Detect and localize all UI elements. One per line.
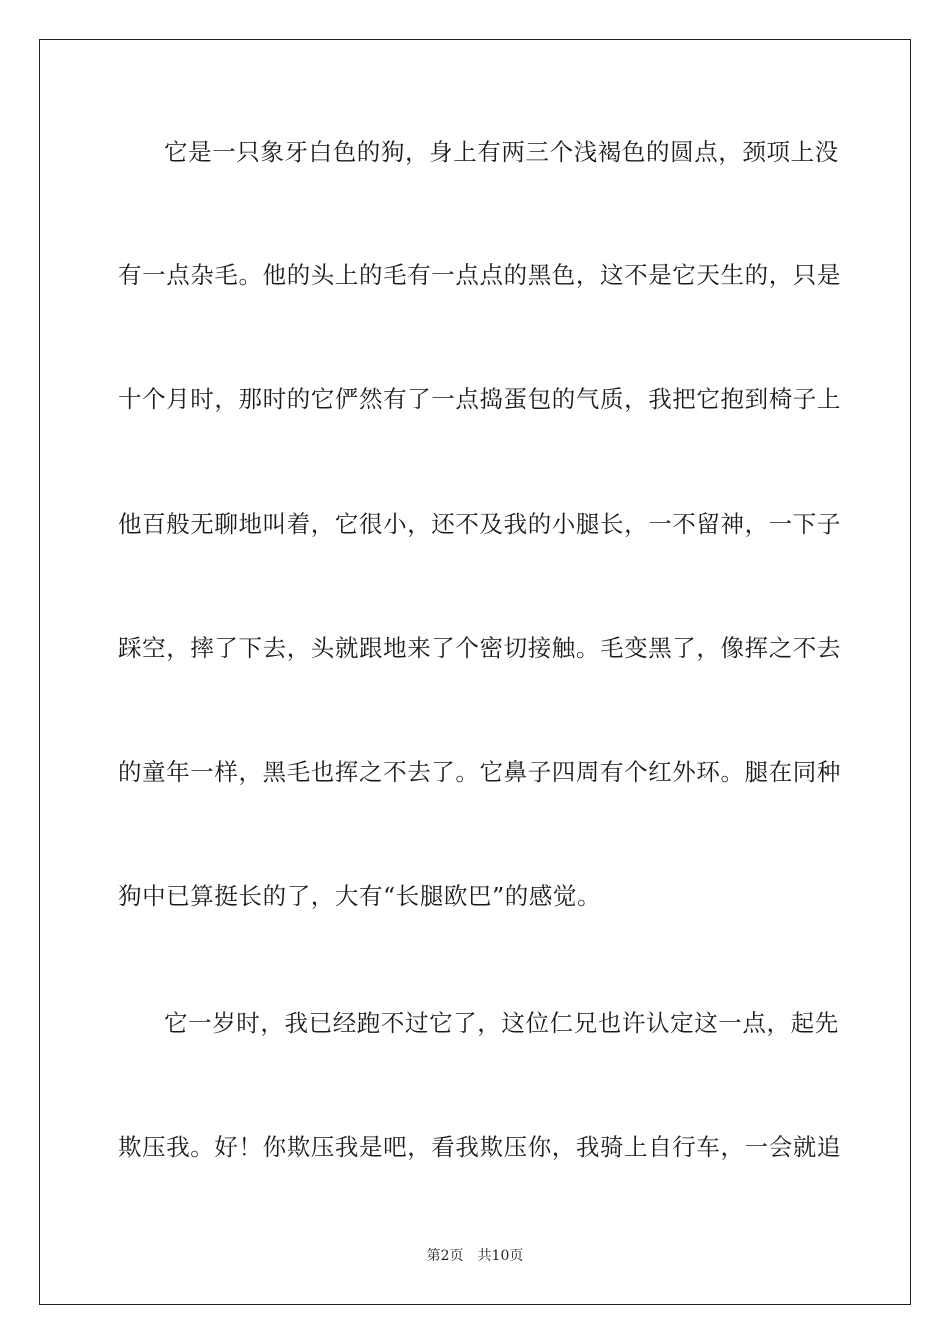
text-line: 狗中已算挺长的了，大有“长腿欧巴”的感觉。 <box>118 882 602 910</box>
page-total: 共10页 <box>477 1248 524 1264</box>
text-line: 它是一只象牙白色的狗，身上有两三个浅褐色的圆点，颈项上没 <box>164 138 839 166</box>
text-line: 欺压我。好！你欺压我是吧，看我欺压你，我骑上自行车，一会就追 <box>118 1133 841 1161</box>
text-line: 踩空，摔了下去，头就跟地来了个密切接触。毛变黑了，像挥之不去 <box>118 634 841 662</box>
text-line: 他百般无聊地叫着，它很小，还不及我的小腿长，一不留神，一下子 <box>118 510 841 538</box>
page-number: 第2页 <box>426 1248 464 1264</box>
text-line: 十个月时，那时的它俨然有了一点捣蛋包的气质，我把它抱到椅子上 <box>118 385 841 413</box>
text-line: 有一点杂毛。他的头上的毛有一点点的黑色，这不是它天生的，只是 <box>118 261 841 289</box>
page-border <box>39 39 911 1305</box>
text-line: 的童年一样，黑毛也挥之不去了。它鼻子四周有个红外环。腿在同种 <box>118 758 841 786</box>
page-footer <box>0 1247 950 1265</box>
text-line: 它一岁时，我已经跑不过它了，这位仁兄也许认定这一点，起先 <box>164 1009 839 1037</box>
